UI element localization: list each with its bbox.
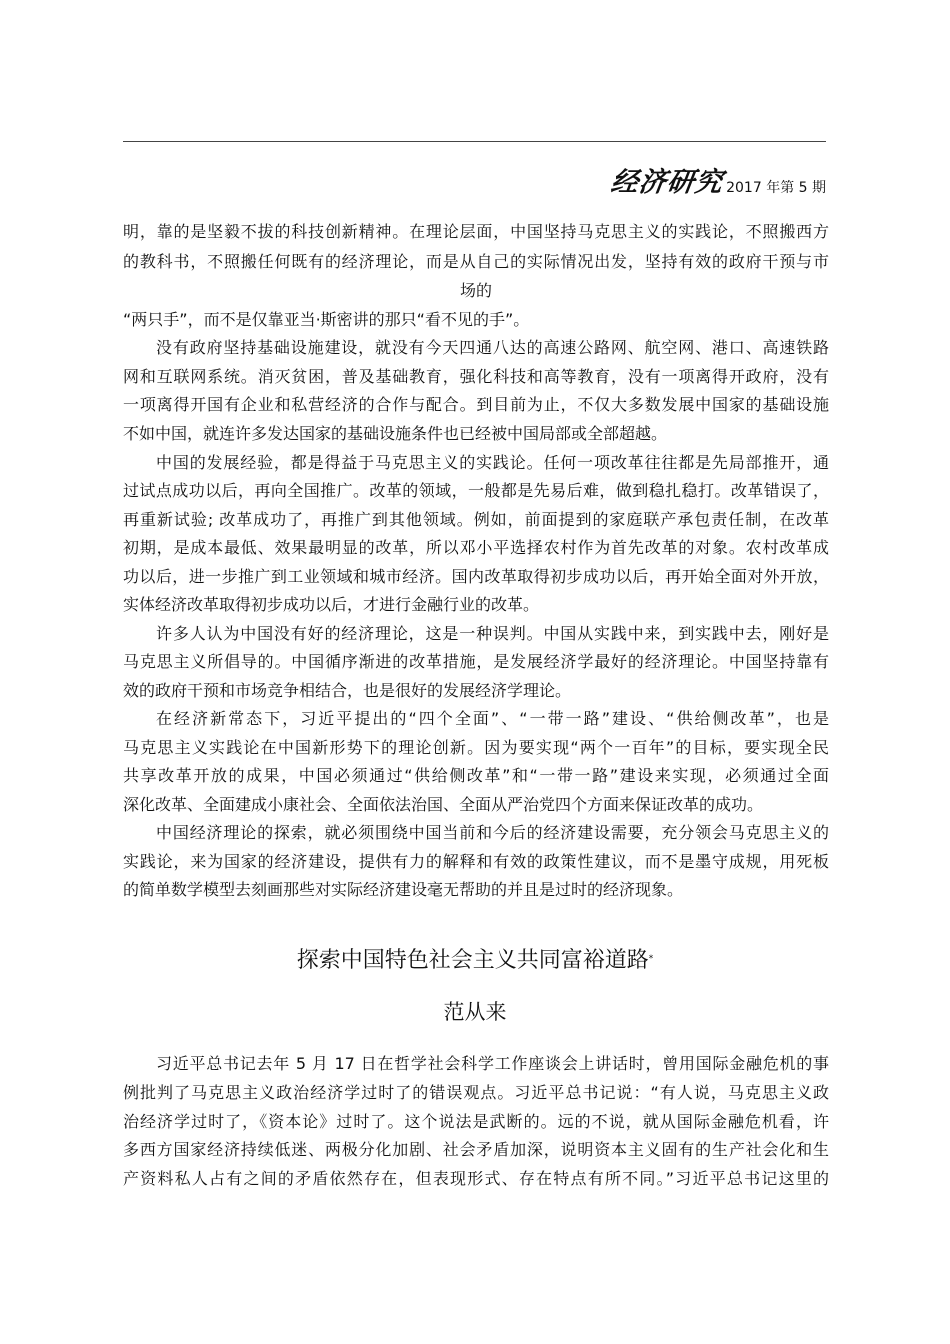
text-line: 在经济新常态下，习近平提出的“四个全面”、“一带一路”建设、“供给侧改革”，也是 xyxy=(156,709,829,728)
text-line: 实体经济改革取得初步成功以后，才进行金融行业的改革。 xyxy=(123,595,540,614)
text-line: 的教科书，不照搬任何既有的经济理论，而是从自己的实际情况出发，坚持有效的政府干预与市 xyxy=(123,252,829,271)
text-line: 过试点成功以后，再向全国推广。改革的领域，一般都是先易后难，做到稳扎稳打。改革错误了， xyxy=(123,481,829,500)
text-line: 习近平总书记去年 5 月 17 日在哲学社会科学工作座谈会上讲话时，曾用国际金融危机的事 xyxy=(156,1054,829,1073)
text-line: 初期，是成本最低、效果最明显的改革，所以邓小平选择农村作为首先改革的对象。农村改革成 xyxy=(123,538,829,557)
text-line: 马克思主义实践论在中国新形势下的理论创新。因为要实现“两个一百年”的目标，要实现全民 xyxy=(123,738,829,757)
text-line: “两只手”，而不是仅靠亚当·斯密讲的那只“看不见的手”。 xyxy=(123,310,530,329)
journal-logo: 经济研究 xyxy=(609,167,726,198)
text-line: 许多人认为中国没有好的经济理论，这是一种误判。中国从实践中来，到实践中去，刚好是 xyxy=(156,624,829,643)
text-line: 实践论，来为国家的经济建设，提供有力的解释和有效的政策性建议，而不是墨守成规，用死板 xyxy=(123,852,829,871)
text-line: 效的政府干预和市场竞争相结合，也是很好的发展经济学理论。 xyxy=(123,681,572,700)
text-line: 一项离得开国有企业和私营经济的合作与配合。到目前为止，不仅大多数发展中国家的基础设施 xyxy=(123,395,829,414)
text-line: 中国的发展经验，都是得益于马克思主义的实践论。任何一项改革往往都是先局部推开，通 xyxy=(156,453,829,472)
text-line: 产资料私人占有之间的矛盾依然存在，但表现形式、存在特点有所不同。”习近平总书记这里的 xyxy=(123,1169,829,1188)
text-line: 深化改革、全面建成小康社会、全面依法治国、全面从严治党四个方面来保证改革的成功。 xyxy=(123,795,764,814)
article-title xyxy=(0,946,950,976)
article-title-text: 探索中国特色社会主义共同富裕道路 xyxy=(296,948,649,973)
header-rule xyxy=(123,141,826,142)
text-line: 多西方国家经济持续低迷、两极分化加剧、社会矛盾加深，说明资本主义固有的生产社会化和生 xyxy=(123,1140,829,1159)
text-line: 明，靠的是坚毅不拔的科技创新精神。在理论层面，中国坚持马克思主义的实践论，不照搬西方 xyxy=(123,222,829,241)
text-line: 不如中国，就连许多发达国家的基础设施条件也已经被中国局部或全部超越。 xyxy=(123,424,668,443)
text-line: 没有政府坚持基础设施建设，就没有今天四通八达的高速公路网、航空网、港口、高速铁路 xyxy=(156,338,829,357)
text-line: 再重新试验; 改革成功了，再推广到其他领域。例如，前面提到的家庭联产承包责任制，在改革 xyxy=(123,510,829,529)
text-line: 网和互联网系统。消灭贫困，普及基础教育，强化科技和高等教育，没有一项离得开政府，没有 xyxy=(123,367,829,386)
text-line: 马克思主义所倡导的。中国循序渐进的改革措施，是发展经济学最好的经济理论。中国坚持靠有 xyxy=(123,652,829,671)
issue-label: 2017 年第 5 期 xyxy=(726,180,826,196)
page-header xyxy=(611,168,826,198)
text-line: 功以后，进一步推广到工业领域和城市经济。国内改革取得初步成功以后，再开始全面对外开放， xyxy=(123,567,829,586)
article-author: 范从来 xyxy=(443,1000,507,1024)
text-line: 例批判了马克思主义政治经济学过时了的错误观点。习近平总书记说：“有人说，马克思主义政 xyxy=(123,1083,829,1102)
text-line: 场的 xyxy=(459,281,492,300)
title-footnote-marker: * xyxy=(648,954,654,964)
text-line: 中国经济理论的探索，就必须围绕中国当前和今后的经济建设需要，充分领会马克思主义的 xyxy=(156,823,829,842)
text-line: 共享改革开放的成果，中国必须通过“供给侧改革”和“一带一路”建设来实现，必须通过全面 xyxy=(123,766,829,785)
text-line: 的简单数学模型去刻画那些对实际经济建设毫无帮助的并且是过时的经济现象。 xyxy=(123,880,684,899)
text-line: 治经济学过时了，《资本论》过时了。这个说法是武断的。远的不说，就从国际金融危机看，许 xyxy=(123,1112,829,1131)
